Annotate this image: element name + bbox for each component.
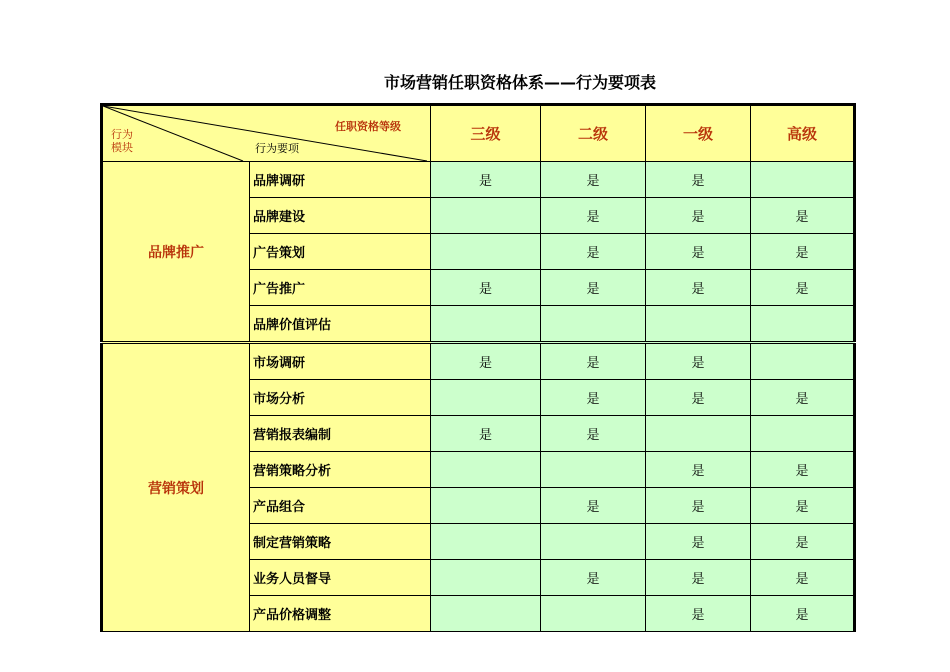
level-mark-cell: 是 [541, 416, 646, 452]
module-cell: 营销策划 [102, 343, 250, 632]
level-mark-cell [431, 234, 541, 270]
behavior-item-cell: 营销策略分析 [250, 452, 431, 488]
level-mark-cell: 是 [646, 162, 751, 198]
level-mark-cell: 是 [751, 596, 855, 632]
level-mark-cell: 是 [431, 270, 541, 306]
level-header-1: 一级 [646, 105, 751, 162]
page-title: 市场营销任职资格体系——行为要项表 [383, 73, 656, 92]
level-mark-cell: 是 [751, 488, 855, 524]
level-mark-cell: 是 [646, 452, 751, 488]
level-mark-cell [431, 524, 541, 560]
level-header-3: 三级 [431, 105, 541, 162]
level-mark-cell [751, 416, 855, 452]
level-mark-cell [541, 306, 646, 343]
level-mark-cell [431, 198, 541, 234]
level-mark-cell: 是 [431, 416, 541, 452]
level-mark-cell: 是 [751, 524, 855, 560]
level-mark-cell: 是 [751, 198, 855, 234]
level-mark-cell [646, 416, 751, 452]
corner-module-label: 行为 模块 [111, 128, 133, 154]
level-mark-cell [541, 524, 646, 560]
level-mark-cell: 是 [646, 488, 751, 524]
level-mark-cell: 是 [541, 488, 646, 524]
matrix-body [102, 162, 855, 632]
behavior-item-cell: 市场调研 [250, 343, 431, 380]
level-mark-cell: 是 [646, 234, 751, 270]
corner-item-label: 行为要项 [255, 142, 299, 155]
level-mark-cell [541, 596, 646, 632]
behavior-item-cell: 产品价格调整 [250, 596, 431, 632]
behavior-item-cell: 品牌调研 [250, 162, 431, 198]
level-mark-cell: 是 [541, 560, 646, 596]
level-mark-cell: 是 [646, 560, 751, 596]
level-mark-cell: 是 [646, 198, 751, 234]
level-header-2: 二级 [541, 105, 646, 162]
level-mark-cell: 是 [541, 343, 646, 380]
level-mark-cell [646, 306, 751, 343]
level-mark-cell: 是 [541, 380, 646, 416]
behavior-item-cell: 广告策划 [250, 234, 431, 270]
level-mark-cell: 是 [541, 162, 646, 198]
level-mark-cell: 是 [646, 524, 751, 560]
level-mark-cell: 是 [751, 452, 855, 488]
level-mark-cell: 是 [751, 560, 855, 596]
behavior-item-cell: 品牌价值评估 [250, 306, 431, 343]
behavior-matrix-table [100, 103, 856, 632]
header-row [102, 105, 855, 162]
level-mark-cell: 是 [541, 270, 646, 306]
behavior-item-cell: 广告推广 [250, 270, 431, 306]
level-mark-cell: 是 [646, 343, 751, 380]
behavior-item-cell: 业务人员督导 [250, 560, 431, 596]
behavior-item-cell: 制定营销策略 [250, 524, 431, 560]
level-mark-cell [431, 380, 541, 416]
level-mark-cell [431, 306, 541, 343]
level-mark-cell [431, 560, 541, 596]
level-mark-cell [431, 596, 541, 632]
level-mark-cell: 是 [646, 596, 751, 632]
level-header-senior: 高级 [751, 105, 855, 162]
level-mark-cell: 是 [431, 343, 541, 380]
level-mark-cell: 是 [541, 234, 646, 270]
level-mark-cell: 是 [431, 162, 541, 198]
behavior-item-cell: 营销报表编制 [250, 416, 431, 452]
level-mark-cell [751, 162, 855, 198]
behavior-item-cell: 品牌建设 [250, 198, 431, 234]
level-mark-cell: 是 [646, 270, 751, 306]
level-mark-cell: 是 [646, 380, 751, 416]
module-cell: 品牌推广 [102, 162, 250, 343]
level-mark-cell: 是 [751, 234, 855, 270]
level-mark-cell: 是 [751, 380, 855, 416]
level-mark-cell [751, 343, 855, 380]
level-mark-cell: 是 [751, 270, 855, 306]
level-mark-cell [541, 452, 646, 488]
behavior-item-cell: 市场分析 [250, 380, 431, 416]
level-mark-cell [431, 488, 541, 524]
level-mark-cell: 是 [541, 198, 646, 234]
corner-grade-label: 任职资格等级 [335, 120, 401, 133]
header-corner-cell [102, 105, 431, 162]
level-mark-cell [431, 452, 541, 488]
level-mark-cell [751, 306, 855, 343]
table-row [102, 343, 855, 380]
table-row [102, 162, 855, 198]
behavior-item-cell: 产品组合 [250, 488, 431, 524]
